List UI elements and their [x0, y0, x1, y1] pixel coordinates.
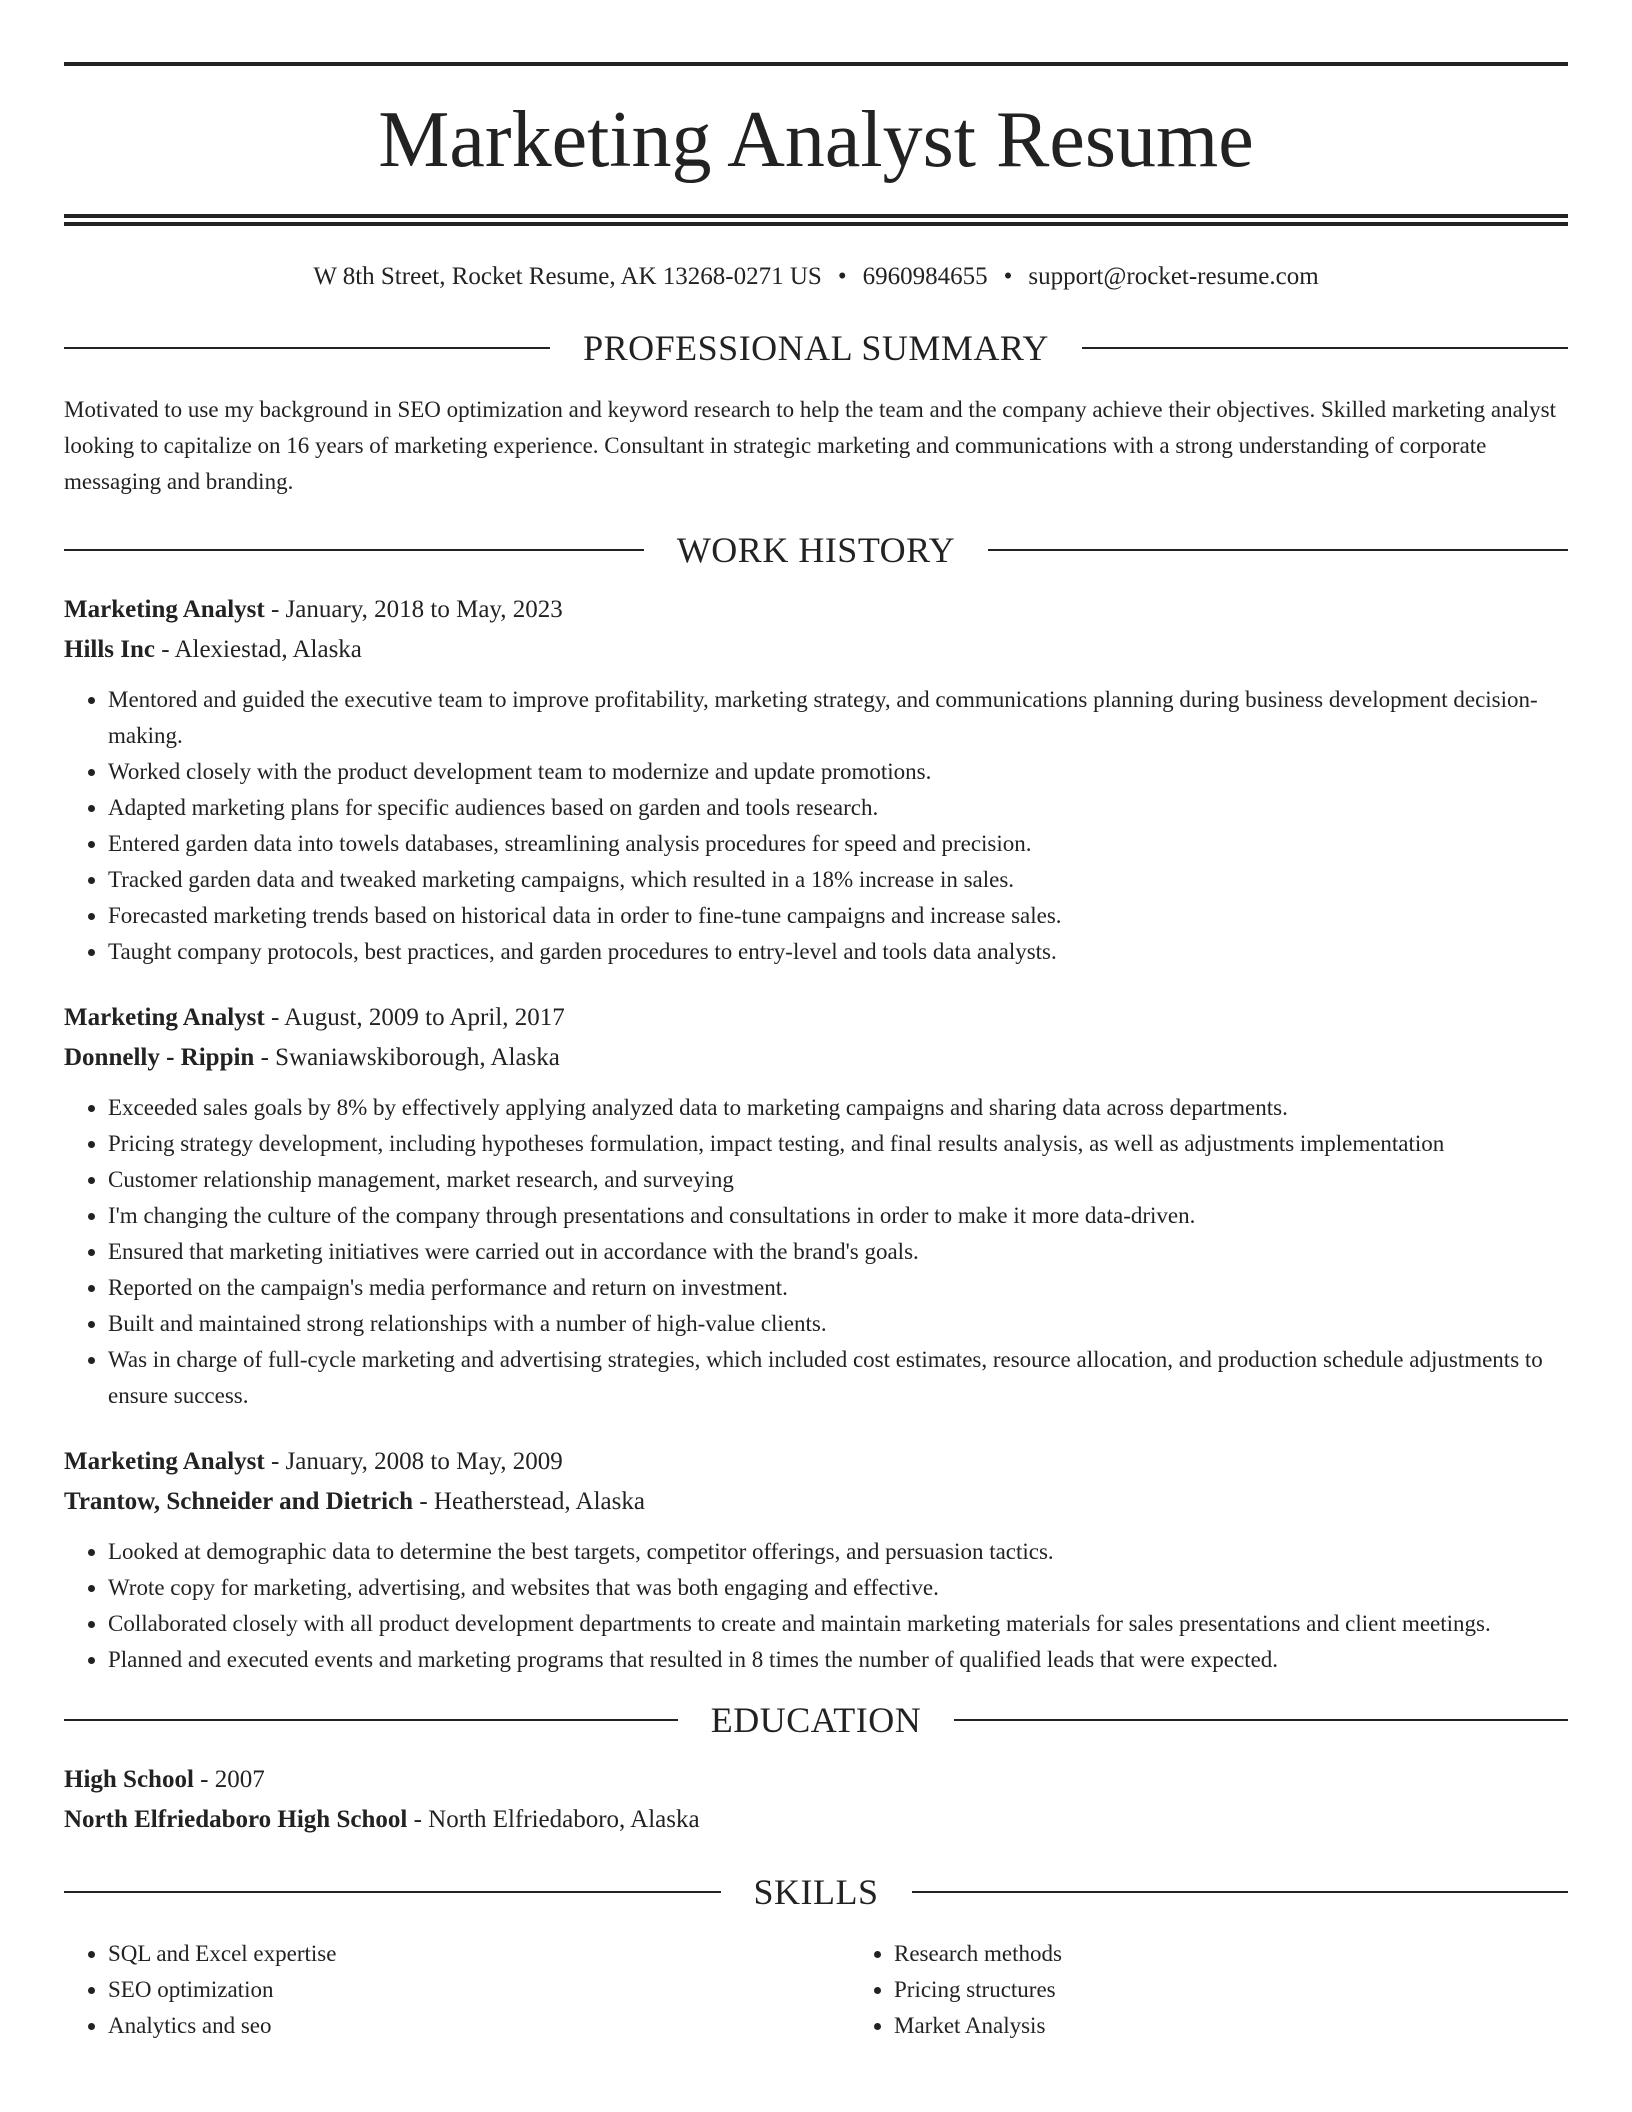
- job-bullets: [64, 1534, 1568, 1678]
- job-bullet: • Adapted marketing plans for specific audiences based on garden and tools research.: [108, 790, 1568, 826]
- section-header-work: [64, 532, 1568, 568]
- education-location: - North Elfriedaboro, Alaska: [407, 1806, 700, 1833]
- education-year: - 2007: [193, 1766, 265, 1793]
- contact-separator: •: [837, 263, 847, 290]
- job-bullet: • Mentored and guided the executive team to improve profitability, marketing strategy, and communications planning during business development decision-making.: [108, 682, 1568, 754]
- job-entry: [64, 1442, 1568, 1678]
- job-bullets: [64, 682, 1568, 970]
- section-header-education: [64, 1702, 1568, 1738]
- job-bullets: [64, 1090, 1568, 1414]
- resume-title: Marketing Analyst Resume: [378, 96, 1254, 184]
- contact-phone: 6960984655: [862, 263, 988, 290]
- contact-address: W 8th Street, Rocket Resume, AK 13268-0271 US: [313, 263, 822, 290]
- job-bullet: • Ensured that marketing initiatives were carried out in accordance with the brand's goals.: [108, 1234, 1568, 1270]
- contact-line: [64, 262, 1568, 292]
- job-location: - Heatherstead, Alaska: [413, 1488, 645, 1515]
- job-bullet: • Forecasted marketing trends based on historical data in order to fine-tune campaigns and increase sales.: [108, 898, 1568, 934]
- job-company-line: [64, 1038, 1568, 1078]
- education-degree: High School: [64, 1766, 194, 1793]
- job-bullet: • Pricing strategy development, including hypotheses formulation, impact testing, and final results analysis, as well as adjustments implementation: [108, 1126, 1568, 1162]
- job-role-line: [64, 998, 1568, 1038]
- job-dates: - August, 2009 to April, 2017: [264, 1004, 565, 1031]
- job-company: Trantow, Schneider and Dietrich: [64, 1488, 414, 1515]
- section-rule: [64, 1891, 721, 1893]
- job-bullet: • Collaborated closely with all product development departments to create and maintain marketing materials for sales presentations and client meetings.: [108, 1606, 1568, 1642]
- job-company: Donnelly - Rippin: [64, 1044, 255, 1071]
- education-school-line: [64, 1800, 1568, 1840]
- job-bullet: • I'm changing the culture of the company through presentations and consultations in order to make it more data-driven.: [108, 1198, 1568, 1234]
- skill-item: • Research methods: [894, 1936, 1632, 1972]
- section-title: SKILLS: [753, 1872, 879, 1912]
- section-rule: [912, 1891, 1569, 1893]
- job-location: - Alexiestad, Alaska: [155, 636, 362, 663]
- job-bullet: • Entered garden data into towels databases, streamlining analysis procedures for speed and precision.: [108, 826, 1568, 862]
- job-bullet: • Looked at demographic data to determine the best targets, competitor offerings, and persuasion tactics.: [108, 1534, 1568, 1570]
- skill-item: • SEO optimization: [108, 1972, 850, 2008]
- job-location: - Swaniawskiborough, Alaska: [254, 1044, 560, 1071]
- education-entry: [64, 1760, 1568, 1840]
- skill-item: • Analytics and seo: [108, 2008, 850, 2044]
- job-bullet: • Worked closely with the product development team to modernize and update promotions.: [108, 754, 1568, 790]
- job-role: Marketing Analyst: [64, 596, 265, 623]
- summary-text: Motivated to use my background in SEO optimization and keyword research to help the team and the company achieve their objectives. Skilled marketing analyst looking to capitalize on 16 years of marketing experience. Consultant in strategic marketing and communications with a strong understanding of corporate messaging and branding.: [64, 397, 1557, 494]
- title-rule-upper: [64, 214, 1568, 218]
- section-title: WORK HISTORY: [676, 530, 956, 570]
- job-role-line: [64, 1442, 1568, 1482]
- job-role-line: [64, 590, 1568, 630]
- job-bullet: • Planned and executed events and marketing programs that resulted in 8 times the number of qualified leads that were expected.: [108, 1642, 1568, 1678]
- section-rule: [988, 549, 1568, 551]
- job-dates: - January, 2018 to May, 2023: [264, 596, 563, 623]
- title-rule-lower: [64, 222, 1568, 226]
- section-rule: [64, 1719, 678, 1721]
- job-company-line: [64, 1482, 1568, 1522]
- education-school: North Elfriedaboro High School: [64, 1806, 408, 1833]
- job-company-line: [64, 630, 1568, 670]
- contact-email: support@rocket-resume.com: [1028, 263, 1319, 290]
- section-header-summary: [64, 330, 1568, 366]
- section-rule: [64, 347, 550, 349]
- job-bullet: • Tracked garden data and tweaked marketing campaigns, which resulted in a 18% increase in sales.: [108, 862, 1568, 898]
- job-role: Marketing Analyst: [64, 1004, 265, 1031]
- job-bullet: • Taught company protocols, best practices, and garden procedures to entry-level and tools data analysts.: [108, 934, 1568, 970]
- job-bullet: • Exceeded sales goals by 8% by effectively applying analyzed data to marketing campaigns and sharing data across departments.: [108, 1090, 1568, 1126]
- job-bullet: • Wrote copy for marketing, advertising, and websites that was both engaging and effective.: [108, 1570, 1568, 1606]
- skills-column-right: [850, 1936, 1632, 2044]
- job-bullet: • Was in charge of full-cycle marketing and advertising strategies, which included cost estimates, resource allocation, and production schedule adjustments to ensure success.: [108, 1342, 1568, 1414]
- job-dates: - January, 2008 to May, 2009: [264, 1448, 563, 1475]
- education-degree-line: [64, 1760, 1568, 1800]
- section-rule: [64, 549, 644, 551]
- job-bullet: • Built and maintained strong relationships with a number of high-value clients.: [108, 1306, 1568, 1342]
- job-entry: [64, 998, 1568, 1414]
- section-header-skills: [64, 1874, 1568, 1910]
- skills-list: [64, 1936, 1568, 2044]
- job-bullet: • Reported on the campaign's media performance and return on investment.: [108, 1270, 1568, 1306]
- skills-column-left: [64, 1936, 850, 2044]
- job-company: Hills Inc: [64, 636, 155, 663]
- section-title: EDUCATION: [710, 1700, 922, 1740]
- job-entry: [64, 590, 1568, 970]
- section-rule: [954, 1719, 1568, 1721]
- skill-item: • SQL and Excel expertise: [108, 1936, 850, 1972]
- top-rule: [64, 62, 1568, 66]
- job-bullet: • Customer relationship management, market research, and surveying: [108, 1162, 1568, 1198]
- skill-item: • Pricing structures: [894, 1972, 1632, 2008]
- resume-page: [64, 0, 1568, 2044]
- contact-separator: •: [1003, 263, 1013, 290]
- skill-item: • Market Analysis: [894, 2008, 1632, 2044]
- section-title: PROFESSIONAL SUMMARY: [583, 328, 1049, 368]
- section-rule: [1082, 347, 1568, 349]
- job-role: Marketing Analyst: [64, 1448, 265, 1475]
